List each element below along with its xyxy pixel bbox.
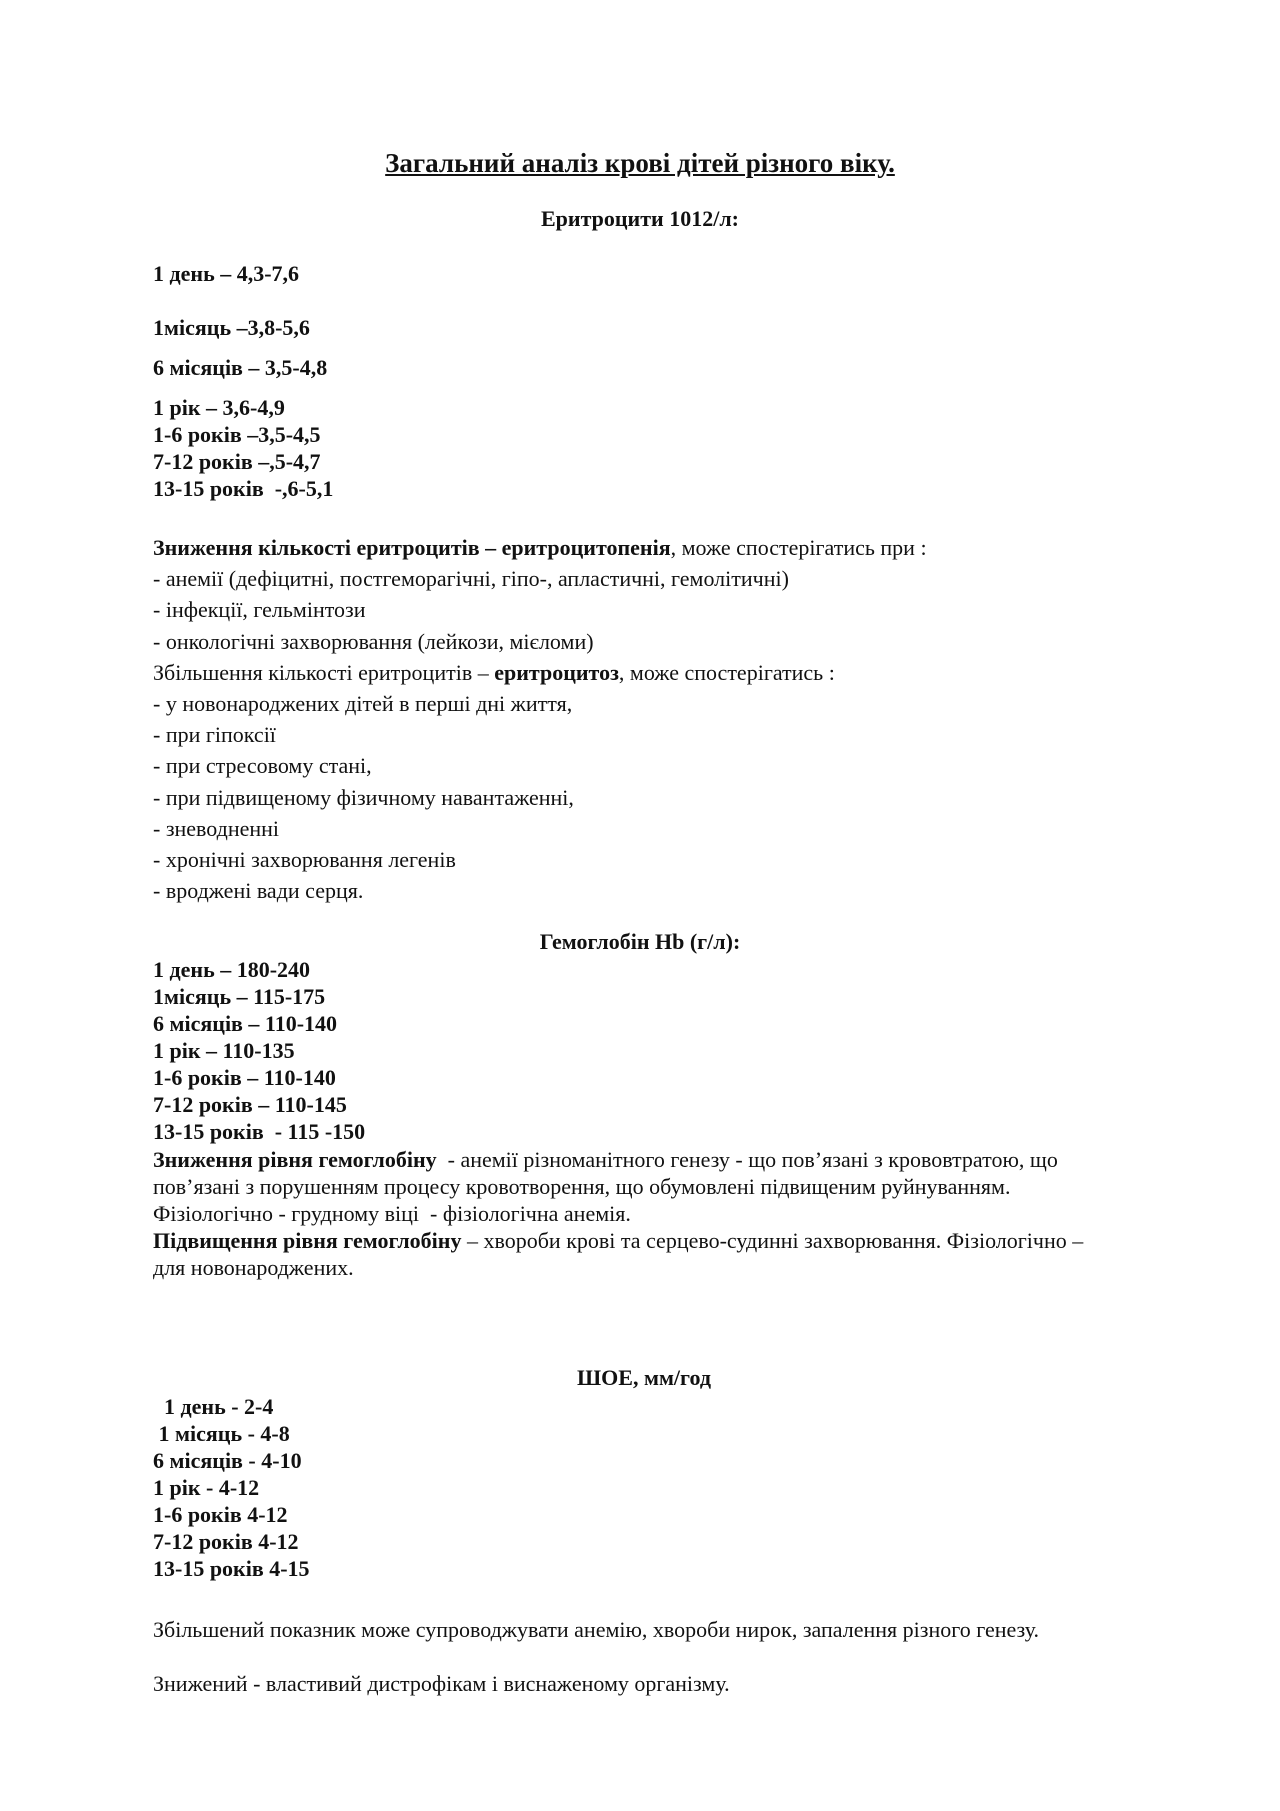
- erythrocytes-value: 1місяць –3,8-5,6: [153, 315, 310, 340]
- hemoglobin-values: [153, 956, 1163, 1145]
- erythrocytes-value: 1 день – 4,3-7,6: [153, 261, 300, 286]
- hemoglobin-decrease-term: Зниження рівня гемоглобіну: [153, 1147, 437, 1172]
- erythrocytes-values-3: [153, 354, 1163, 381]
- page-title: Загальний аналіз крові дітей різного віку.: [385, 148, 895, 178]
- increase-item: - при стресовому стані,: [153, 753, 372, 779]
- erythrocytes-values-2: [153, 314, 1163, 341]
- hemoglobin-decrease-text-2: пов’язані з порушенням процесу кровотворення, що обумовлені підвищеним руйнуванням.: [153, 1174, 1011, 1199]
- hemoglobin-decrease-text: - анемії різноманітного генезу - що пов’язані з крововтратою, що: [436, 1147, 1058, 1172]
- erythrocytosis-post: , може спостерігатись :: [618, 659, 835, 685]
- hemoglobin-value: 1-6 років – 110-140: [153, 1065, 336, 1090]
- hemoglobin-increase-term: Підвищення рівня гемоглобіну: [153, 1228, 462, 1253]
- esr-note-increase: Збільшений показник може супроводжувати анемію, хвороби нирок, запалення різного генезу.: [153, 1617, 1040, 1642]
- erythrocytes-value: 6 місяців – 3,5-4,8: [153, 355, 328, 380]
- erythrocytosis-term: еритроцитоз: [494, 659, 619, 685]
- esr-value: 13-15 років 4-15: [153, 1556, 310, 1581]
- erythrocytes-value: 7-12 років –,5-4,7: [153, 449, 321, 474]
- esr-value: 1 місяць - 4-8: [153, 1421, 290, 1446]
- erythrocytes-description: [153, 532, 1163, 906]
- increase-item: - зневодненні: [153, 815, 280, 841]
- hemoglobin-heading: Гемоглобін Hb (г/л):: [539, 929, 741, 954]
- erythrocytes-value: 1 рік – 3,6-4,9: [153, 395, 285, 420]
- decrease-item: - анемії (дефіцитні, постгеморагічні, гіпо-, апластичні, гемолітичні): [153, 566, 789, 592]
- hemoglobin-decrease-text-3: Фізіологічно - грудному віці - фізіологічна анемія.: [153, 1201, 631, 1226]
- hemoglobin-value: 13-15 років - 115 -150: [153, 1119, 366, 1144]
- esr-value: 6 місяців - 4-10: [153, 1448, 302, 1473]
- hemoglobin-value: 6 місяців – 110-140: [153, 1011, 338, 1036]
- erythrocytes-value: 13-15 років -,6-5,1: [153, 476, 334, 501]
- esr-value: 7-12 років 4-12: [153, 1529, 299, 1554]
- esr-heading: ШОЕ, мм/год: [577, 1365, 711, 1390]
- erythrocytes-values-4: [153, 394, 1163, 502]
- esr-value: 1 рік - 4-12: [153, 1475, 260, 1500]
- hemoglobin-increase-text-2: для новонароджених.: [153, 1255, 354, 1280]
- esr-values: [153, 1393, 1163, 1582]
- hemoglobin-value: 7-12 років – 110-145: [153, 1092, 347, 1117]
- erythrocytopenia-text: , може спостерігатись при :: [670, 535, 927, 560]
- esr-value: 1 день - 2-4: [153, 1394, 274, 1419]
- hemoglobin-description: [153, 1146, 1163, 1281]
- increase-item: - при гіпоксії: [153, 722, 276, 748]
- esr-value: 1-6 років 4-12: [153, 1502, 288, 1527]
- hemoglobin-increase-text: – хвороби крові та серцево-судинні захворювання. Фізіологічно –: [461, 1228, 1084, 1253]
- increase-item: - хронічні захворювання легенів: [153, 847, 456, 873]
- hemoglobin-value: 1 рік – 110-135: [153, 1038, 295, 1063]
- increase-item: - вроджені вади серця.: [153, 878, 364, 904]
- decrease-item: - онкологічні захворювання (лейкози, мієломи): [153, 628, 594, 654]
- increase-item: - при підвищеному фізичному навантаженні,: [153, 784, 574, 810]
- erythrocytopenia-term: Зниження кількості еритроцитів – еритроцитопенія: [153, 535, 671, 560]
- hemoglobin-value: 1місяць – 115-175: [153, 984, 326, 1009]
- erythrocytes-value: 1-6 років –3,5-4,5: [153, 422, 321, 447]
- erythrocytosis-pre: Збільшення кількості еритроцитів –: [153, 659, 495, 685]
- increase-item: - у новонароджених дітей в перші дні життя,: [153, 691, 573, 717]
- hemoglobin-value: 1 день – 180-240: [153, 957, 311, 982]
- decrease-item: - інфекції, гельмінтози: [153, 597, 366, 623]
- erythrocytes-values: [153, 260, 1163, 287]
- erythrocytes-heading: Еритроцити 1012/л:: [540, 206, 739, 231]
- esr-note-decrease: Знижений - властивий дистрофікам і виснаженому організму.: [153, 1671, 730, 1696]
